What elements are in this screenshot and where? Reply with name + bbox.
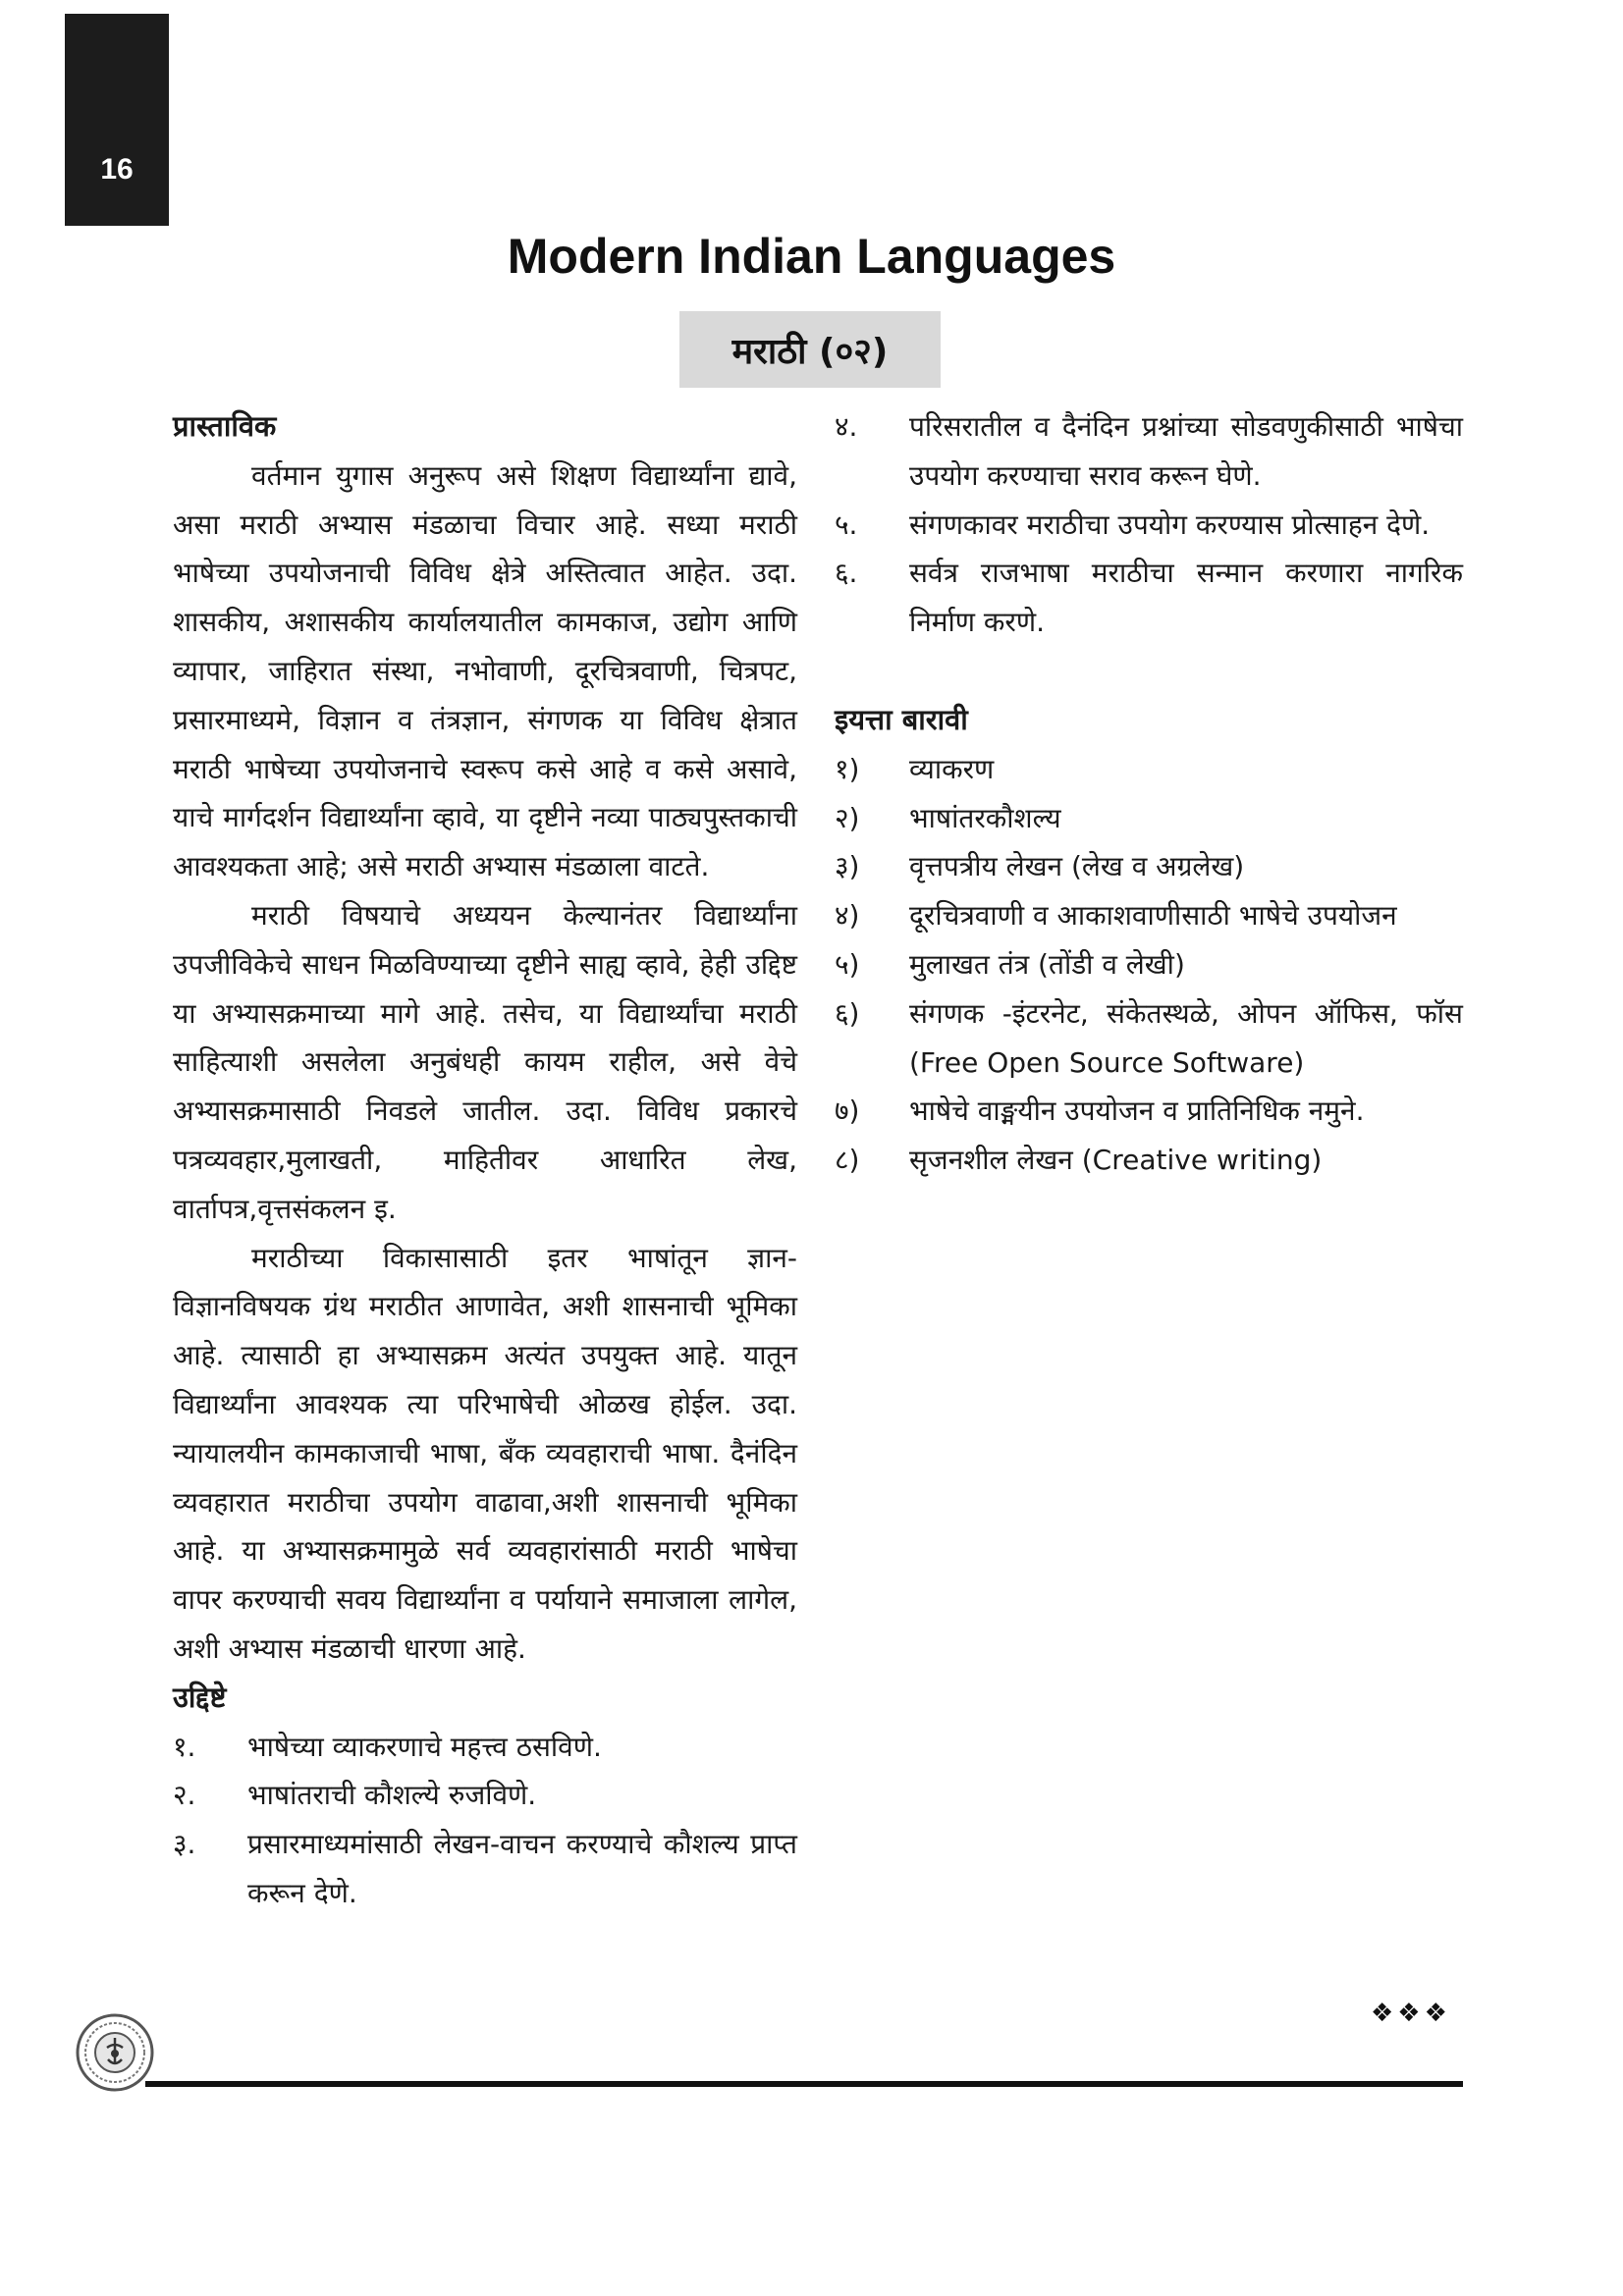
footer-rule	[145, 2081, 1463, 2087]
item-text: परिसरातील व दैनंदिन प्रश्नांच्या सोडवणुकीसाठी भाषेचा उपयोग करण्याचा सराव करून घेणे.	[909, 410, 1463, 492]
item-text: सर्वत्र राजभाषा मराठीचा सन्मान करणारा नागरिक निर्माण करणे.	[909, 557, 1463, 639]
list-item	[835, 794, 1463, 843]
item-number: ३.	[173, 1828, 196, 1861]
item-number: ३)	[835, 850, 860, 883]
list-item	[835, 842, 1463, 891]
page-title: Modern Indian Languages	[507, 229, 1116, 284]
item-number: २)	[835, 801, 860, 834]
spacer	[835, 647, 1463, 696]
item-text: भाषांतराची कौशल्ये रुजविणे.	[247, 1779, 537, 1812]
objectives-heading: उद्दिष्टे	[173, 1680, 227, 1714]
list-item	[173, 1771, 797, 1820]
item-number: ८)	[835, 1144, 860, 1177]
list-item	[835, 891, 1463, 940]
intro-paragraph: मराठी विषयाचे अध्ययन केल्यानंतर विद्यार्थ्यांना उपजीविकेचे साधन मिळविण्याच्या दृष्टीने साह्य व्हावे, हेही उद्दिष्ट या अभ्यासक्रमाच्या मागे आहे. तसेच, या विद्यार्थ्यांचा मराठी साहित्याशी असलेला अनुबंधही कायम राहील, असे वेचे अभ्यासक्रमासाठी निवडले जातील. उदा. विविध प्रकारचे पत्रव्यवहार,मुलाखती, माहितीवर आधारित लेख, वार्तापत्र,वृत्तसंकलन इ.	[173, 898, 797, 1225]
objectives-list	[173, 1723, 797, 1918]
item-number: २.	[173, 1779, 196, 1812]
item-text: मुलाखत तंत्र (तोंडी व लेखी)	[909, 947, 1185, 981]
item-text: भाषांतरकौशल्य	[909, 801, 1061, 834]
page-number: 16	[100, 153, 134, 186]
item-text: भाषेचे वाङ्मयीन उपयोजन व प्रातिनिधिक नमुने.	[909, 1095, 1365, 1128]
item-text: प्रसारमाध्यमांसाठी लेखन-वाचन करण्याचे कौशल्य प्राप्त करून देणे.	[247, 1828, 797, 1909]
board-seal-icon	[75, 2012, 155, 2093]
standard-heading: इयत्ता बारावी	[835, 702, 968, 736]
subject-badge	[679, 311, 941, 388]
item-number: ५.	[835, 507, 858, 541]
page-number-tab	[65, 14, 169, 226]
item-text: संगणक -इंटरनेट, संकेतस्थळे, ओपन ऑफिस, फॉस (Free Open Source Software)	[909, 996, 1463, 1079]
item-text: सृजनशील लेखन (Creative writing)	[909, 1144, 1323, 1177]
intro-paragraph: मराठीच्या विकासासाठी इतर भाषांतून ज्ञान-विज्ञानविषयक ग्रंथ मराठीत आणावेत, अशी शासनाची भूमिका आहे. त्यासाठी हा अभ्यासक्रम अत्यंत उपयुक्त आहे. यातून विद्यार्थ्यांना आवश्यक त्या परिभाषेची ओळख होईल. उदा. न्यायालयीन कामकाजाची भाषा, बँक व्यवहाराची भाषा. दैनंदिन व्यवहारात मराठीचा उपयोग वाढावा,अशी शासनाची भूमिका आहे. या अभ्यासक्रमामुळे सर्व व्यवहारांसाठी मराठी भाषेचा वापर करण्याची सवय विद्यार्थ्यांना व पर्यायाने समाजाला लागेल, अशी अभ्यास मंडळाची धारणा आहे.	[173, 1241, 797, 1665]
list-item	[173, 1820, 797, 1918]
list-item	[835, 1136, 1463, 1185]
subject-label: मराठी (०२)	[731, 331, 889, 372]
item-number: १.	[173, 1730, 196, 1763]
item-text: वृत्तपत्रीय लेखन (लेख व अग्रलेख)	[909, 850, 1245, 883]
end-ornament: ❖❖❖	[1371, 1999, 1451, 2028]
syllabus-list	[835, 745, 1463, 1185]
list-item	[835, 501, 1463, 550]
list-item	[835, 1087, 1463, 1136]
objectives-list-continued	[835, 402, 1463, 647]
item-text: दूरचित्रवाणी व आकाशवाणीसाठी भाषेचे उपयोजन	[909, 899, 1397, 933]
item-number: ४.	[835, 410, 858, 443]
left-column	[173, 402, 797, 1918]
item-number: ५)	[835, 947, 860, 981]
intro-heading: प्रास्ताविक	[173, 409, 277, 443]
list-item	[835, 745, 1463, 794]
item-number: ६)	[835, 996, 860, 1030]
item-number: ४)	[835, 899, 860, 933]
list-item	[835, 402, 1463, 501]
right-column	[835, 402, 1463, 1185]
item-number: ७)	[835, 1095, 860, 1128]
item-text: भाषेच्या व्याकरणाचे महत्त्व ठसविणे.	[247, 1730, 602, 1763]
list-item	[835, 940, 1463, 989]
item-number: ६.	[835, 557, 858, 590]
item-text: संगणकावर मराठीचा उपयोग करण्यास प्रोत्साहन देणे.	[909, 507, 1431, 541]
list-item	[173, 1723, 797, 1772]
list-item	[835, 549, 1463, 647]
list-item	[835, 989, 1463, 1088]
intro-paragraph: वर्तमान युगास अनुरूप असे शिक्षण विद्यार्थ्यांना द्यावे, असा मराठी अभ्यास मंडळाचा विचार आहे. सध्या मराठी भाषेच्या उपयोजनाची विविध क्षेत्रे अस्तित्वात आहेत. उदा. शासकीय, अशासकीय कार्यालयातील कामकाज, उद्योग आणि व्यापार, जाहिरात संस्था, नभोवाणी, दूरचित्रवाणी, चित्रपट, प्रसारमाध्यमे, विज्ञान व तंत्रज्ञान, संगणक या विविध क्षेत्रात मराठी भाषेच्या उपयोजनाचे स्वरूप कसे आहे व कसे असावे, याचे मार्गदर्शन विद्यार्थ्यांना व्हावे, या दृष्टीने नव्या पाठ्यपुस्तकाची आवश्यकता आहे; असे मराठी अभ्यास मंडळाला वाटते.	[173, 458, 797, 883]
item-text: व्याकरण	[909, 752, 995, 785]
item-number: १)	[835, 752, 860, 785]
